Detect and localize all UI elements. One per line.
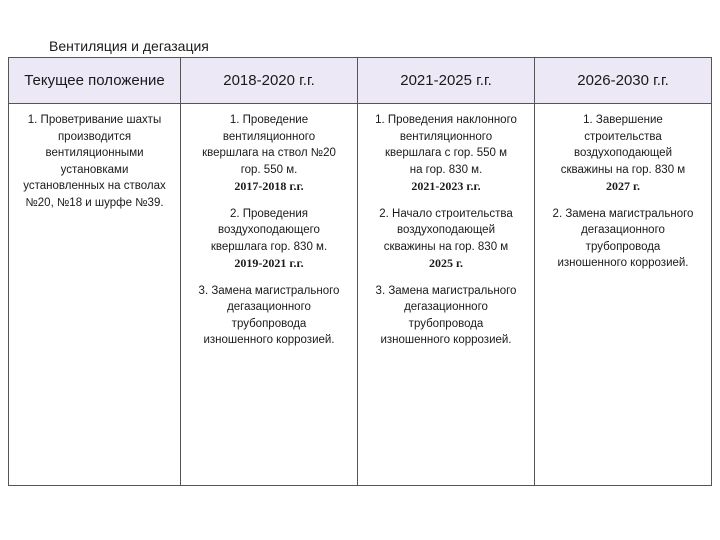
item-line: 3. Замена магистрального	[198, 284, 340, 297]
plan-item	[362, 283, 530, 349]
item-year: 2017-2018 г.г.	[234, 179, 304, 193]
item-line: трубопровода	[408, 317, 484, 330]
item-line: вентиляционного	[399, 130, 493, 143]
item-line: скважины на гор. 830 м	[560, 163, 686, 176]
item-line: 3. Замена магистрального	[375, 284, 517, 297]
plan-item	[185, 112, 353, 195]
plan-item	[539, 112, 707, 195]
plan-item	[362, 206, 530, 272]
item-line: вентиляционного	[222, 130, 316, 143]
item-line: строительства	[584, 130, 662, 143]
item-line: квершлага с гор. 550 м	[384, 147, 508, 159]
item-line: трубопровода	[585, 240, 661, 253]
item-line: дегазационного	[404, 301, 488, 313]
header-row	[9, 58, 712, 104]
header-2021-2025: 2021-2025 г.г.	[358, 58, 535, 104]
plan-table	[8, 57, 712, 486]
item-line: воздухоподающей	[397, 224, 495, 236]
item-line: изношенного коррозией.	[380, 334, 512, 346]
item-line: 1. Проведение	[229, 114, 309, 126]
header-2026-2030: 2026-2030 г.г.	[535, 58, 712, 104]
item-line: №20, №18 и шурфе №39.	[25, 196, 164, 209]
item-line: трубопровода	[231, 317, 307, 330]
item-line: 2. Проведения	[229, 207, 309, 220]
plan-item	[539, 206, 707, 272]
cell-2018-2020	[181, 104, 358, 486]
item-line: гор. 550 м.	[240, 163, 298, 176]
plan-item	[362, 112, 530, 195]
cell-current	[9, 104, 181, 486]
item-line: дегазационного	[581, 224, 665, 236]
item-line: изношенного коррозией.	[557, 257, 689, 269]
item-line: изношенного коррозией.	[203, 334, 335, 346]
item-line: скважины на гор. 830 м	[383, 240, 509, 253]
item-line: 1. Завершение	[583, 114, 663, 126]
plan-item	[185, 206, 353, 272]
header-2018-2020: 2018-2020 г.г.	[181, 58, 358, 104]
plan-item	[185, 283, 353, 349]
item-year: 2021-2023 г.г.	[411, 179, 481, 193]
item-line: воздухоподающего	[218, 224, 320, 236]
item-line: квершлага гор. 830 м.	[210, 240, 328, 253]
item-line: 1. Проветривание шахты	[27, 114, 162, 126]
current-item	[13, 112, 176, 211]
page-title: Вентиляция и дегазация	[49, 38, 209, 54]
content-row	[9, 104, 712, 486]
item-line: 2. Замена магистрального	[552, 207, 694, 220]
item-year: 2019-2021 г.г.	[234, 256, 304, 270]
item-year: 2025 г.	[428, 256, 464, 270]
item-line: установленных на стволах	[23, 180, 166, 192]
header-current: Текущее положение	[9, 58, 181, 104]
item-line: 2. Начало строительства	[379, 207, 513, 220]
item-line: квершлага на ствол №20	[202, 147, 336, 159]
item-line: дегазационного	[227, 301, 311, 313]
cell-2026-2030	[535, 104, 712, 486]
item-line: установками	[60, 163, 129, 176]
item-line: 1. Проведения наклонного	[375, 114, 517, 126]
item-line: на гор. 830 м.	[409, 163, 483, 176]
item-line: вентиляционными	[45, 147, 144, 159]
item-year: 2027 г.	[605, 179, 641, 193]
item-line: воздухоподающей	[574, 147, 672, 159]
cell-2021-2025	[358, 104, 535, 486]
item-line: производится	[57, 130, 132, 143]
